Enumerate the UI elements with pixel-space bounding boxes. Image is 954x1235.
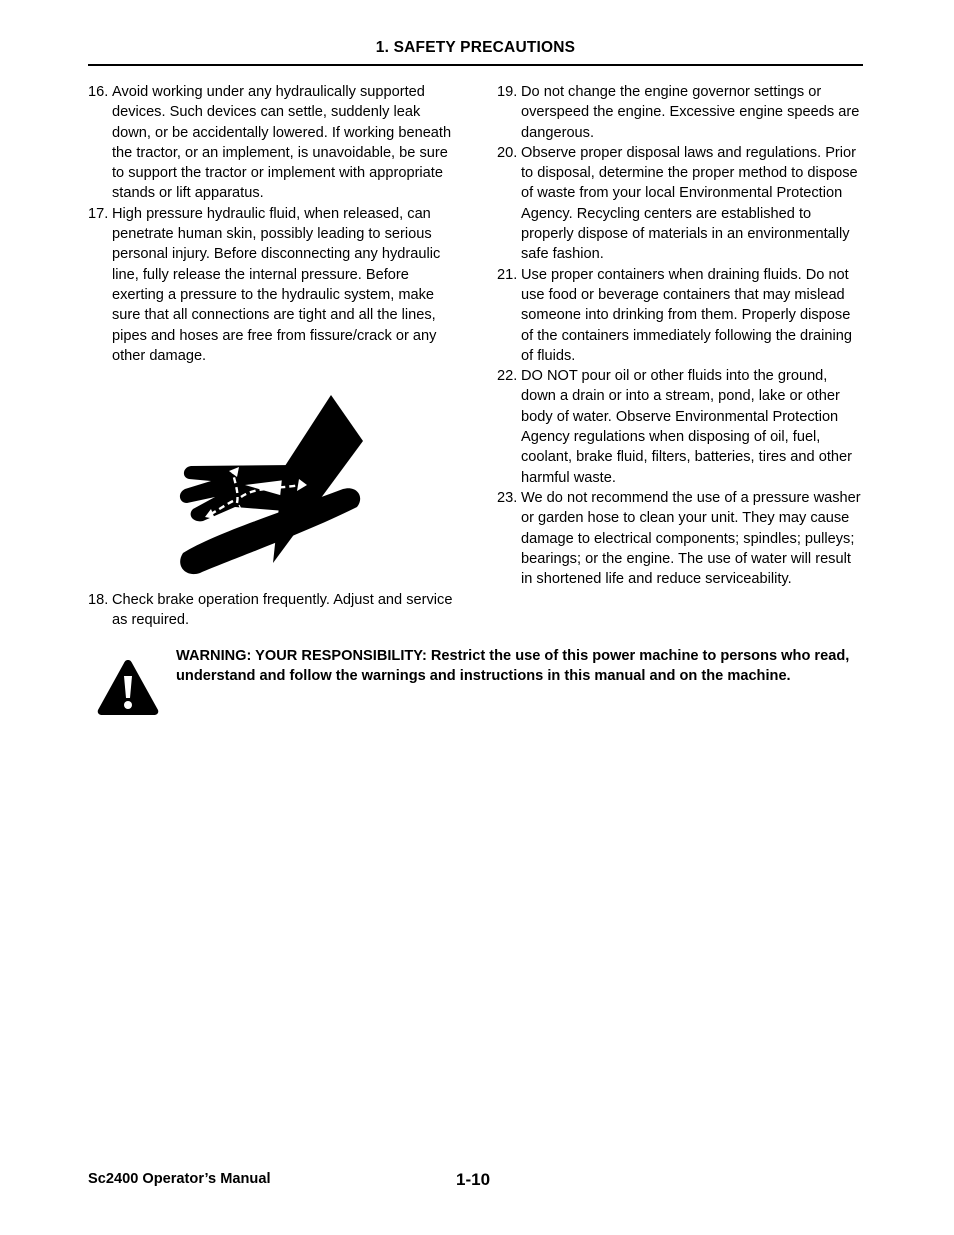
list-item-number: 21. <box>497 266 518 283</box>
list-item-number: 16. <box>88 84 109 100</box>
header-rule <box>88 64 863 66</box>
list-item <box>497 265 865 366</box>
list-item-text: We do not recommend the use of a pressure washer or garden hose to clean your unit. They may cause damage to electrical components; spindles; pulleys; bearings; or the engine. The use of water will result in shortened life and reduce serviceability. <box>521 489 861 588</box>
footer-page-number: 1-10 <box>456 1170 491 1189</box>
list-item-number: 19. <box>497 84 518 100</box>
list-item <box>88 204 456 366</box>
list-item <box>497 366 865 488</box>
list-item-text: DO NOT pour oil or other fluids into the ground, down a drain or into a stream, pond, lake or other body of water. Observe Environmental Protection Agency regulations when disposing of oil, fuel, coolant, brake fluid, filters, batteries, tires and other harmful waste. <box>521 368 852 486</box>
footer-manual-title: Sc2400 Operator’s Manual <box>88 1171 271 1187</box>
page-header-title: 1. SAFETY PRECAUTIONS <box>375 39 576 56</box>
list-item-text: Do not change the engine governor settings or overspeed the engine. Excessive engine speeds are dangerous. <box>521 84 860 141</box>
warning-triangle-icon <box>96 658 160 716</box>
list-item-text: Avoid working under any hydraulically supported devices. Such devices can settle, suddenly leak down, or be accidentally lowered. If working beneath the tractor, or an implement, is unavoidable, be sure to support the tractor or implement with appropriate stands or lift apparatus. <box>112 84 452 202</box>
list-item-number: 17. <box>88 205 109 222</box>
warning-text: WARNING: YOUR RESPONSIBILITY: Restrict the use of this power machine to persons who read, understand and follow the warnings and instructions in this manual and on the machine. <box>176 648 850 685</box>
hydraulic-fluid-injection-hand-icon <box>175 393 365 576</box>
list-item-text: Use proper containers when draining fluids. Do not use food or beverage containers that may mislead someone into drinking from them. Properly dispose of the containers immediately following the draining of fluids. <box>521 266 852 364</box>
list-item <box>497 143 865 265</box>
list-item <box>497 488 865 589</box>
list-item-number: 20. <box>497 144 518 161</box>
list-item-text: Check brake operation frequently. Adjust and service as required. <box>112 592 453 629</box>
right-column <box>497 82 865 589</box>
list-item-number: 18. <box>88 592 109 608</box>
list-item-18 <box>88 590 456 631</box>
list-item-text: High pressure hydraulic fluid, when released, can penetrate human skin, possibly leading to serious personal injury. Before disconnecting any hydraulic line, fully release the internal pressure. Before exerting a pressure to the hydraulic system, make sure that all connections are tight and all the lines, pipes and hoses are free from fissure/crack or any other damage. <box>112 205 441 364</box>
list-item <box>88 590 456 631</box>
list-item <box>497 82 865 143</box>
list-item-text: Observe proper disposal laws and regulations. Prior to disposal, determine the proper method to dispose of waste from your local Environmental Protection Agency. Recycling centers are established to properly dispose of materials in an environmentally safe fashion. <box>521 144 858 263</box>
list-item-number: 23. <box>497 489 518 506</box>
left-column <box>88 82 456 366</box>
list-item <box>88 82 456 204</box>
list-item-number: 22. <box>497 368 518 385</box>
